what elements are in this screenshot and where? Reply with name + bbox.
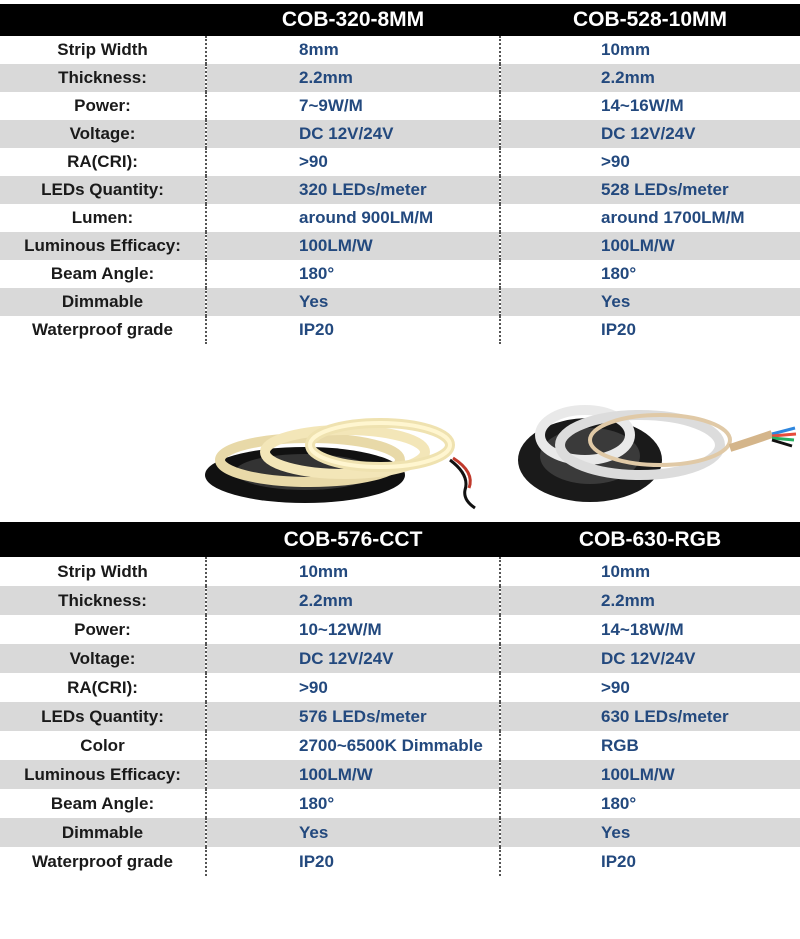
spec-label: Beam Angle: — [0, 789, 206, 818]
spec-value: >90 — [500, 673, 800, 702]
table-row — [0, 316, 800, 344]
spec-label: Power: — [0, 615, 206, 644]
spec-value: 528 LEDs/meter — [500, 176, 800, 204]
spec-label: Voltage: — [0, 120, 206, 148]
table-row — [0, 760, 800, 789]
spec-label: Power: — [0, 92, 206, 120]
table-row — [0, 789, 800, 818]
spec-label: Thickness: — [0, 64, 206, 92]
spec-label: Strip Width — [0, 557, 206, 586]
spec-table-1 — [0, 4, 800, 344]
spec-value: DC 12V/24V — [206, 644, 500, 673]
header-blank-cell — [0, 522, 206, 557]
table-row — [0, 847, 800, 876]
table-row — [0, 702, 800, 731]
table-row — [0, 204, 800, 232]
spec-value: Yes — [206, 818, 500, 847]
spec-value: RGB — [500, 731, 800, 760]
spec-label: Strip Width — [0, 36, 206, 64]
table-header-row — [0, 4, 800, 36]
table-row — [0, 260, 800, 288]
spec-value: 180° — [500, 789, 800, 818]
table-row — [0, 818, 800, 847]
spec-value: 576 LEDs/meter — [206, 702, 500, 731]
table-row — [0, 673, 800, 702]
model-header: COB-630-RGB — [500, 522, 800, 557]
spec-value: 320 LEDs/meter — [206, 176, 500, 204]
spec-value: 2700~6500K Dimmable — [206, 731, 500, 760]
spec-value: 2.2mm — [500, 64, 800, 92]
spec-label: Waterproof grade — [0, 316, 206, 344]
spec-value: 630 LEDs/meter — [500, 702, 800, 731]
model-header: COB-320-8MM — [206, 4, 500, 36]
spec-value: 2.2mm — [206, 64, 500, 92]
spec-value: 100LM/W — [206, 232, 500, 260]
table-row — [0, 64, 800, 92]
spec-value: 14~16W/M — [500, 92, 800, 120]
spec-label: Thickness: — [0, 586, 206, 615]
table-header-row — [0, 522, 800, 557]
cob-strip-reel-warm-icon — [195, 400, 495, 520]
spec-value: 10~12W/M — [206, 615, 500, 644]
spec-value: 8mm — [206, 36, 500, 64]
table-row — [0, 731, 800, 760]
table-row — [0, 36, 800, 64]
spec-label: Luminous Efficacy: — [0, 760, 206, 789]
spec-label: Color — [0, 731, 206, 760]
spec-value: around 900LM/M — [206, 204, 500, 232]
spec-value: 100LM/W — [500, 232, 800, 260]
table-row — [0, 557, 800, 586]
product-photos — [0, 350, 800, 520]
spec-value: 100LM/W — [500, 760, 800, 789]
spec-label: Dimmable — [0, 288, 206, 316]
spec-value: DC 12V/24V — [500, 644, 800, 673]
spec-label: Luminous Efficacy: — [0, 232, 206, 260]
spec-label: Lumen: — [0, 204, 206, 232]
spec-table-2 — [0, 522, 800, 876]
spec-label: RA(CRI): — [0, 148, 206, 176]
table-row — [0, 288, 800, 316]
table-row — [0, 92, 800, 120]
spec-label: RA(CRI): — [0, 673, 206, 702]
table-row — [0, 232, 800, 260]
spec-value: DC 12V/24V — [206, 120, 500, 148]
table-row — [0, 148, 800, 176]
spec-value: DC 12V/24V — [500, 120, 800, 148]
spec-value: >90 — [206, 148, 500, 176]
table-row — [0, 586, 800, 615]
spec-value: 180° — [206, 260, 500, 288]
spec-value: 2.2mm — [206, 586, 500, 615]
spec-value: 10mm — [500, 557, 800, 586]
spec-value: 180° — [206, 789, 500, 818]
cob-strip-reel-rgb-icon — [510, 390, 800, 515]
spec-value: IP20 — [206, 316, 500, 344]
header-blank-cell — [0, 4, 206, 36]
model-header: COB-528-10MM — [500, 4, 800, 36]
table-row — [0, 644, 800, 673]
spec-label: LEDs Quantity: — [0, 176, 206, 204]
spec-value: 14~18W/M — [500, 615, 800, 644]
spec-value: 7~9W/M — [206, 92, 500, 120]
spec-label: LEDs Quantity: — [0, 702, 206, 731]
spec-label: Dimmable — [0, 818, 206, 847]
spec-value: 2.2mm — [500, 586, 800, 615]
spec-value: 100LM/W — [206, 760, 500, 789]
table-row — [0, 176, 800, 204]
table-row — [0, 615, 800, 644]
spec-value: >90 — [500, 148, 800, 176]
model-header: COB-576-CCT — [206, 522, 500, 557]
table-row — [0, 120, 800, 148]
spec-label: Beam Angle: — [0, 260, 206, 288]
spec-value: 10mm — [206, 557, 500, 586]
spec-value: >90 — [206, 673, 500, 702]
spec-value: around 1700LM/M — [500, 204, 800, 232]
spec-value: 180° — [500, 260, 800, 288]
spec-value: 10mm — [500, 36, 800, 64]
spec-value: IP20 — [500, 316, 800, 344]
spec-value: IP20 — [500, 847, 800, 876]
spec-value: Yes — [500, 818, 800, 847]
spec-label: Waterproof grade — [0, 847, 206, 876]
spec-value: Yes — [500, 288, 800, 316]
spec-label: Voltage: — [0, 644, 206, 673]
spec-value: Yes — [206, 288, 500, 316]
spec-value: IP20 — [206, 847, 500, 876]
